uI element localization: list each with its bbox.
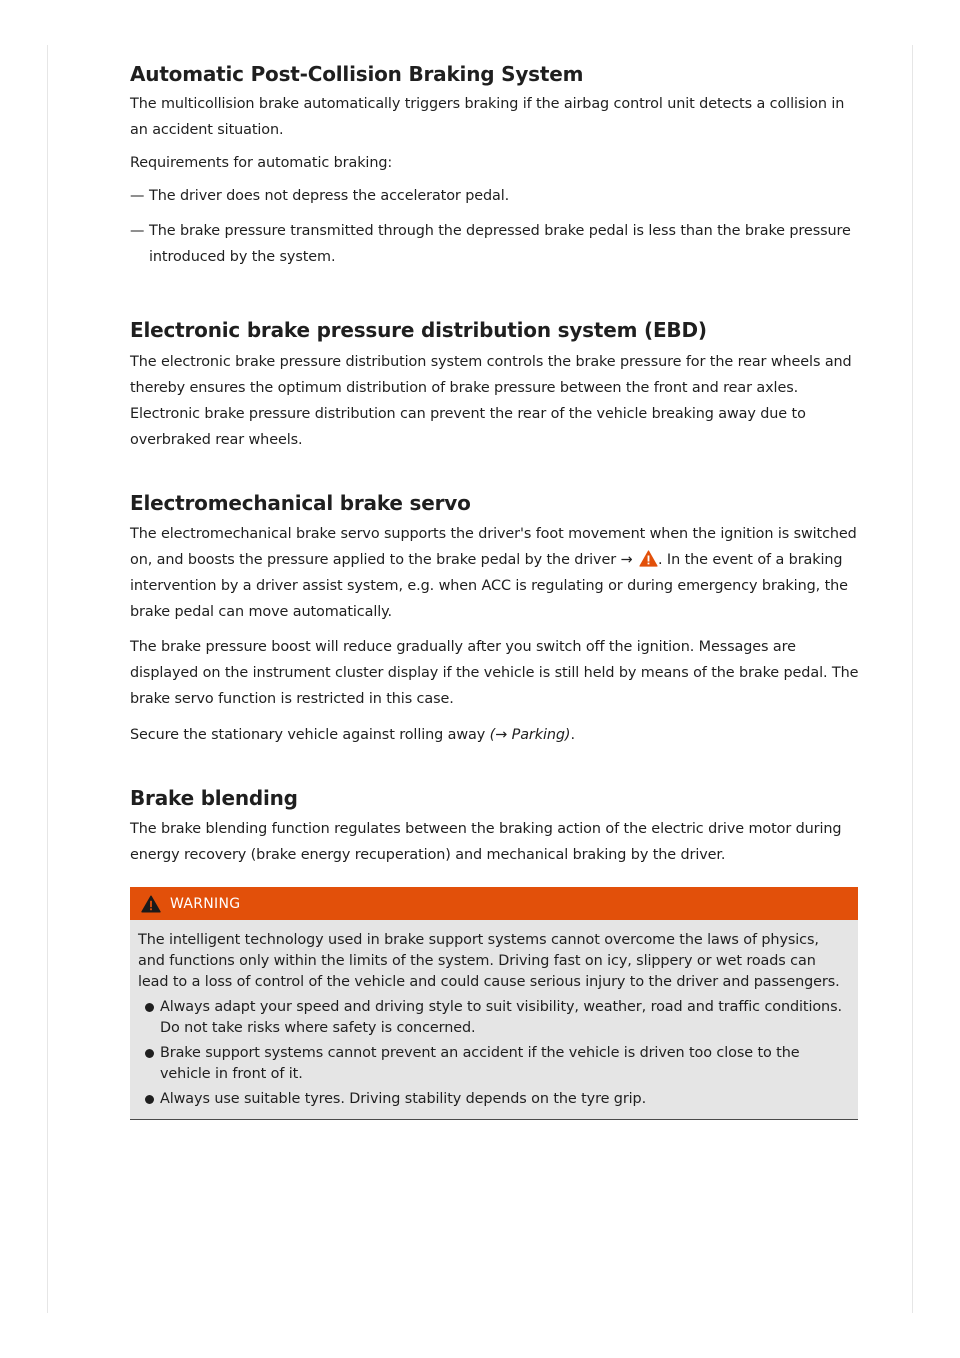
- section-title-ebd: Electronic brake pressure distribution system (EBD): [130, 318, 707, 342]
- warning-bullet-list: [138, 997, 850, 1110]
- requirement-item: [130, 183, 860, 209]
- requirements-label: Requirements for automatic braking:: [130, 155, 393, 171]
- servo-paragraph-2: The brake pressure boost will reduce gradually after you switch off the ignition. Messages are displayed on the instrument cluster display if the vehicle is still held by means of the brake pedal. The brake servo function is restricted in this case.: [130, 639, 859, 707]
- requirement-text: The driver does not depress the accelerator pedal.: [149, 188, 510, 204]
- servo-paragraph-3: [130, 722, 860, 748]
- arrow-right-icon: →: [620, 552, 633, 568]
- servo-paragraph-3-end: .: [570, 727, 575, 743]
- warning-reference[interactable]: [621, 552, 658, 568]
- section-title-post-collision: Automatic Post-Collision Braking System: [130, 62, 584, 86]
- page-margin-rule-left: [47, 45, 48, 1313]
- servo-paragraph-1-text: The electromechanical brake servo supports the driver's foot movement when the ignition is switched on, and boosts the pressure applied to the brake pedal by the driver: [130, 526, 857, 568]
- warning-header: [130, 887, 858, 920]
- section-title-brake-servo: Electromechanical brake servo: [130, 491, 471, 515]
- servo-paragraph-1-continued: . In the event of a braking intervention by a driver assist system, e.g. when ACC is regulating or during emergency braking, the brake pedal can move automatically.: [130, 552, 848, 620]
- bullet-dot: [145, 1003, 154, 1012]
- brake-blending-body: The brake blending function regulates between the braking action of the electric drive motor during energy recovery (brake energy recuperation) and mechanical braking by the driver.: [130, 821, 842, 863]
- ebd-body: The electronic brake pressure distribution system controls the brake pressure for the rear wheels and thereby ensures the optimum distribution of brake pressure between the front and rear axles. Electronic brake pressure distribution can prevent the rear of the vehicle breaking away due to overbraked rear wheels.: [130, 354, 852, 448]
- warning-bullet-text: Always use suitable tyres. Driving stability depends on the tyre grip.: [160, 1091, 647, 1107]
- bullet-dot: [145, 1049, 154, 1058]
- servo-paragraph-1: [130, 521, 860, 625]
- requirement-item: [130, 218, 860, 270]
- warning-bullet-text: Always adapt your speed and driving style to suit visibility, weather, road and traffic conditions. Do not take risks where safety is concerned.: [160, 999, 842, 1036]
- section-title-brake-blending: Brake blending: [130, 786, 298, 810]
- parking-cross-reference-link[interactable]: (→ Parking): [489, 727, 571, 743]
- dash-bullet: —: [130, 188, 145, 204]
- post-collision-intro: The multicollision brake automatically triggers braking if the airbag control unit detects a collision in an accident situation.: [130, 96, 845, 138]
- bullet-dot: [145, 1095, 154, 1104]
- page-margin-rule-right: [912, 45, 913, 1313]
- dash-bullet: —: [130, 223, 145, 239]
- warning-bullet-item: [138, 1043, 850, 1085]
- requirement-text: The brake pressure transmitted through the depressed brake pedal is less than the brake pressure introduced by the system.: [149, 223, 851, 265]
- servo-paragraph-3-text: Secure the stationary vehicle against rolling away: [130, 727, 486, 743]
- warning-bullet-text: Brake support systems cannot prevent an accident if the vehicle is driven too close to the vehicle in front of it.: [160, 1045, 800, 1082]
- warning-label: WARNING: [170, 895, 241, 912]
- warning-box: [130, 887, 858, 1120]
- warning-bullet-item: [138, 1089, 850, 1110]
- warning-triangle-icon: [141, 895, 161, 913]
- warning-intro: The intelligent technology used in brake support systems cannot overcome the laws of physics, and functions only within the limits of the system. Driving fast on icy, slippery or wet roads can lead to a loss of control of the vehicle and could cause serious injury to the driver and passengers.: [138, 932, 840, 990]
- warning-triangle-icon: [639, 550, 658, 567]
- warning-bullet-item: [138, 997, 850, 1039]
- warning-body: [130, 920, 858, 1119]
